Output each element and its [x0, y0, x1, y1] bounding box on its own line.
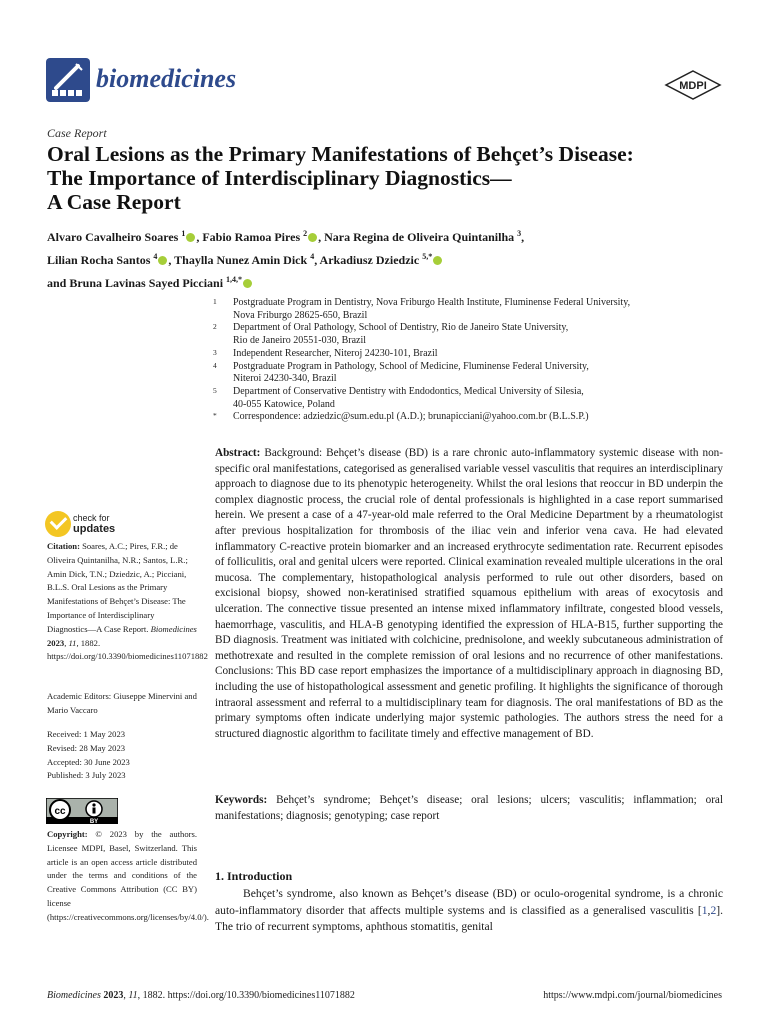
- orcid-icon[interactable]: [308, 233, 317, 242]
- affiliation-line: Department of Oral Pathology, School of Dentistry, Rio de Janeiro State University,: [233, 322, 569, 334]
- by-text: BY: [89, 819, 99, 824]
- citation-journal: Biomedicines: [150, 623, 197, 634]
- citation-year: 2023: [47, 637, 65, 648]
- check-updates-label: [73, 513, 115, 535]
- affiliation-line: Correspondence: adziedzic@sum.edu.pl (A.D.); brunapicciani@yahoo.com.br (B.L.S.P.): [233, 411, 589, 423]
- affiliation-line: Nova Friburgo 28625-650, Brazil: [233, 309, 368, 321]
- author-list: [47, 224, 737, 293]
- intro-text: ,: [707, 903, 711, 917]
- author-name: Lilian Rocha Santos: [47, 253, 151, 267]
- author-affil-sup: 1: [181, 229, 186, 238]
- citation-block: Citation: Soares, A.C.; Pires, F.R.; de Oliveira Quintanilha, N.R.; Santos, L.R.; Amin Dick, T.N.; Dziedzic, A.; Picciani, B.L.S. Oral Lesions as the Primary Manifestations of Behçet’s Disease: The Importance of Interdisciplinary Diagnostics—A Case Report. Biomedicines 2023, 11, 1882. https://doi.org/10.3390/biomedicines11071882: [47, 541, 208, 662]
- author-line: [47, 270, 737, 293]
- author-affil-sup: 3: [517, 229, 522, 238]
- author-affil-sup: 4: [153, 252, 158, 261]
- author-name: Alvaro Cavalheiro Soares: [47, 230, 179, 244]
- author-name: Nara Regina de Oliveira Quintanilha: [324, 230, 515, 244]
- affiliation-number: *: [213, 411, 217, 421]
- citation-text: Soares, A.C.; Pires, F.R.; de Oliveira Quintanilha, N.R.; Santos, L.R.; Amin Dick, T.N.; Dziedzic, A.; Picciani, B.L.S. Oral Lesions as the Primary Manifestations of Behçet’s Disease: The Importance of Interdisciplinary Diagnostics—A Case Report.: [47, 541, 188, 634]
- check-updates-line: updates: [73, 523, 116, 535]
- mdpi-logo: [664, 70, 722, 100]
- copyright-block: [47, 828, 209, 925]
- author-affil-sup: 1,4,*: [226, 275, 243, 284]
- affiliation: [213, 386, 733, 411]
- intro-text: ]. The trio of recurrent symptoms, aphthous stomatitis, genital: [215, 903, 723, 933]
- citation-volume: 11: [68, 637, 77, 648]
- keywords-text: Behçet’s syndrome; Behçet’s disease; oral lesions; ulcers; vasculitis; inflammation; oral manifestations; diagnosis; genotyping; case report: [215, 794, 723, 822]
- affiliation-number: 3: [213, 347, 217, 357]
- orcid-icon[interactable]: [433, 256, 442, 265]
- author-separator: ,: [196, 230, 203, 244]
- date-revised: Revised: 28 May 2023: [47, 742, 126, 753]
- reference-link[interactable]: 2: [710, 903, 717, 917]
- affiliation-line: Niteroi 24230-340, Brazil: [233, 373, 337, 385]
- affiliation: [213, 348, 733, 361]
- affiliation-list: [213, 297, 733, 424]
- footer-citation: Biomedicines 2023, 11, 1882. https://doi.org/10.3390/biomedicines11071882: [47, 990, 355, 1001]
- affiliation-line: Independent Researcher, Niteroj 24230-101, Brazil: [233, 347, 438, 359]
- author-name: Arkadiusz Dziedzic: [319, 253, 420, 267]
- footer-journal: Biomedicines: [47, 990, 101, 1001]
- affiliation-line: Postgraduate Program in Pathology, School of Medicine, Fluminense Federal University,: [233, 360, 589, 372]
- date-received: Received: 1 May 2023: [47, 729, 126, 739]
- author-affil-sup: 2: [303, 229, 308, 238]
- date-published: Published: 3 July 2023: [47, 770, 126, 781]
- journal-name: biomedicines: [96, 64, 237, 93]
- citation-doi[interactable]: 1882. https://doi.org/10.3390/biomedicines11071882: [47, 637, 208, 662]
- cc-by-license-icon[interactable]: [46, 798, 118, 824]
- title-line: Oral Lesions as the Primary Manifestations of Behçet’s Disease:: [47, 142, 634, 166]
- affiliation-line: Department of Conservative Dentistry with Endodontics, Medical University of Silesia,: [233, 385, 584, 397]
- copyright-text: © 2023 by the authors. Licensee MDPI, Basel, Switzerland. This article is an open access article distributed under the terms and conditions of the Creative Commons Attribution (CC BY) license (https://creativecommons.org/licenses/by/4.0/).: [47, 829, 209, 922]
- reference-link[interactable]: 1: [701, 903, 708, 917]
- author-line: [47, 224, 737, 247]
- orcid-icon[interactable]: [158, 256, 167, 265]
- affiliation-line: Postgraduate Program in Dentistry, Nova Friburgo Health Institute, Fluminense Federal University,: [233, 297, 631, 308]
- introduction-paragraph: [215, 886, 723, 936]
- correspondence: [213, 411, 733, 424]
- title-line: A Case Report: [47, 190, 181, 214]
- mdpi-logo-text: MDPI: [679, 80, 707, 92]
- cc-text: cc: [54, 806, 66, 817]
- section-heading: 1. Introduction: [215, 869, 293, 883]
- affiliation: [213, 361, 733, 386]
- footer-doi[interactable]: 1882. https://doi.org/10.3390/biomedicines11071882: [142, 990, 355, 1001]
- author-separator: ,: [318, 230, 325, 244]
- copyright-label: Copyright:: [47, 829, 88, 839]
- footer-year: 2023: [103, 990, 124, 1001]
- affiliation-number: 1: [213, 297, 217, 306]
- affiliation: [213, 322, 733, 347]
- date-accepted: Accepted: 30 June 2023: [47, 756, 130, 767]
- author-separator: ,: [521, 230, 525, 244]
- abstract: [215, 446, 723, 742]
- author-separator: ,: [168, 253, 175, 267]
- orcid-icon[interactable]: [243, 279, 252, 288]
- check-for-updates-button[interactable]: [45, 511, 145, 539]
- academic-editors: Academic Editors: Giuseppe Minervini and Mario Vaccaro: [47, 691, 197, 715]
- title-line: The Importance of Interdisciplinary Diagnostics—: [47, 166, 512, 190]
- check-updates-line: check for: [73, 513, 110, 523]
- publication-dates: [47, 728, 197, 783]
- keywords-label: Keywords:: [215, 794, 268, 806]
- keywords: [215, 793, 723, 824]
- author-name: and Bruna Lavinas Sayed Picciani: [47, 276, 224, 290]
- article-type: Case Report: [47, 126, 107, 140]
- affiliation-number: 2: [213, 322, 217, 332]
- affiliation-line: 40-055 Katowice, Poland: [233, 398, 335, 410]
- orcid-icon[interactable]: [186, 233, 195, 242]
- checkmark-icon: [45, 511, 71, 537]
- citation-label: Citation:: [47, 541, 80, 551]
- author-name: Fabio Ramoa Pires: [202, 230, 301, 244]
- affiliation-number: 4: [213, 360, 217, 370]
- author-affil-sup: 4: [310, 252, 315, 261]
- footer-volume: 11: [128, 990, 138, 1001]
- affiliation-line: Rio de Janeiro 20551-030, Brazil: [233, 335, 367, 347]
- intro-text: Behçet’s syndrome, also known as Behçet’s disease (BD) or oculo-orogenital syndrome, is a chronic auto-inflammatory disorder that affects multiple systems and is classified as a generalised vasculitis [: [215, 887, 723, 917]
- abstract-text: Background: Behçet’s disease (BD) is a rare chronic auto-inflammatory systemic disease with non-specific oral manifestations, categorised as generalised variable vessel vasculitis that requires an interdisciplinary approach to diagnose due to its phenotypic heterogeneity. Whilst the oral lesions that reoccur in BD underpin the complex diagnostic process, the crucial role of dental professionals is highlighted in a case report summarised herein. We present a case of a 47-year-old male referred to the Oral Medicine Department by a rheumatologist after previous hospitalization for thrombosis of the iliac vein and inferior vena cava. He had elevated inflammatory C-reactive protein biomarker and an increased erythrocyte sedimentation rate. Recurrent episodes of folliculitis, oral and genital ulcers were reported. Clinical examination revealed multiple ulcerations in the oral mucosa. The complementary, histopathological analysis performed to rule out other disorders, based on excisional biopsy, showed non-keratinised stratified squamous epithelium with areas of exocytosis and ulceration. The connective tissue presented an intense mixed inflammatory infiltrate, congested blood vessels, haemorrhage, vasculitis, and HLA-B genotyping identified the expression of HLA-B15, further supporting the BD diagnosis. Treatment was initiated with colchicine, prednisolone, and weekly subcutaneous administration of methotrexate and resulted in the complete remission of oral lesions and no recurrence of other manifestations. Conclusions: This BD case report emphasizes the importance of a multidisciplinary approach in diagnosing BD, including the use of histopathological assessment and genetic profiling. It highlights the significance of thorough intraoral assessment and referral to a multidisciplinary team for diagnosis. The oral manifestations of BD as the primary symptoms often indicate underlying major systemic pathologies. The authors stress the need for a structured diagnostic algorithm to facilitate timely and effective management of BD.: [215, 447, 723, 740]
- author-affil-sup: 5,*: [422, 252, 433, 261]
- abstract-label: Abstract:: [215, 447, 261, 459]
- test-tube-rack-icon: [46, 58, 90, 102]
- affiliation: [213, 297, 733, 322]
- author-line: [47, 247, 737, 270]
- author-name: Thaylla Nunez Amin Dick: [174, 253, 308, 267]
- affiliation-number: 5: [213, 385, 217, 395]
- author-separator: ,: [314, 253, 320, 267]
- article-title: [47, 142, 737, 214]
- footer-journal-url[interactable]: https://www.mdpi.com/journal/biomedicines: [543, 990, 722, 1001]
